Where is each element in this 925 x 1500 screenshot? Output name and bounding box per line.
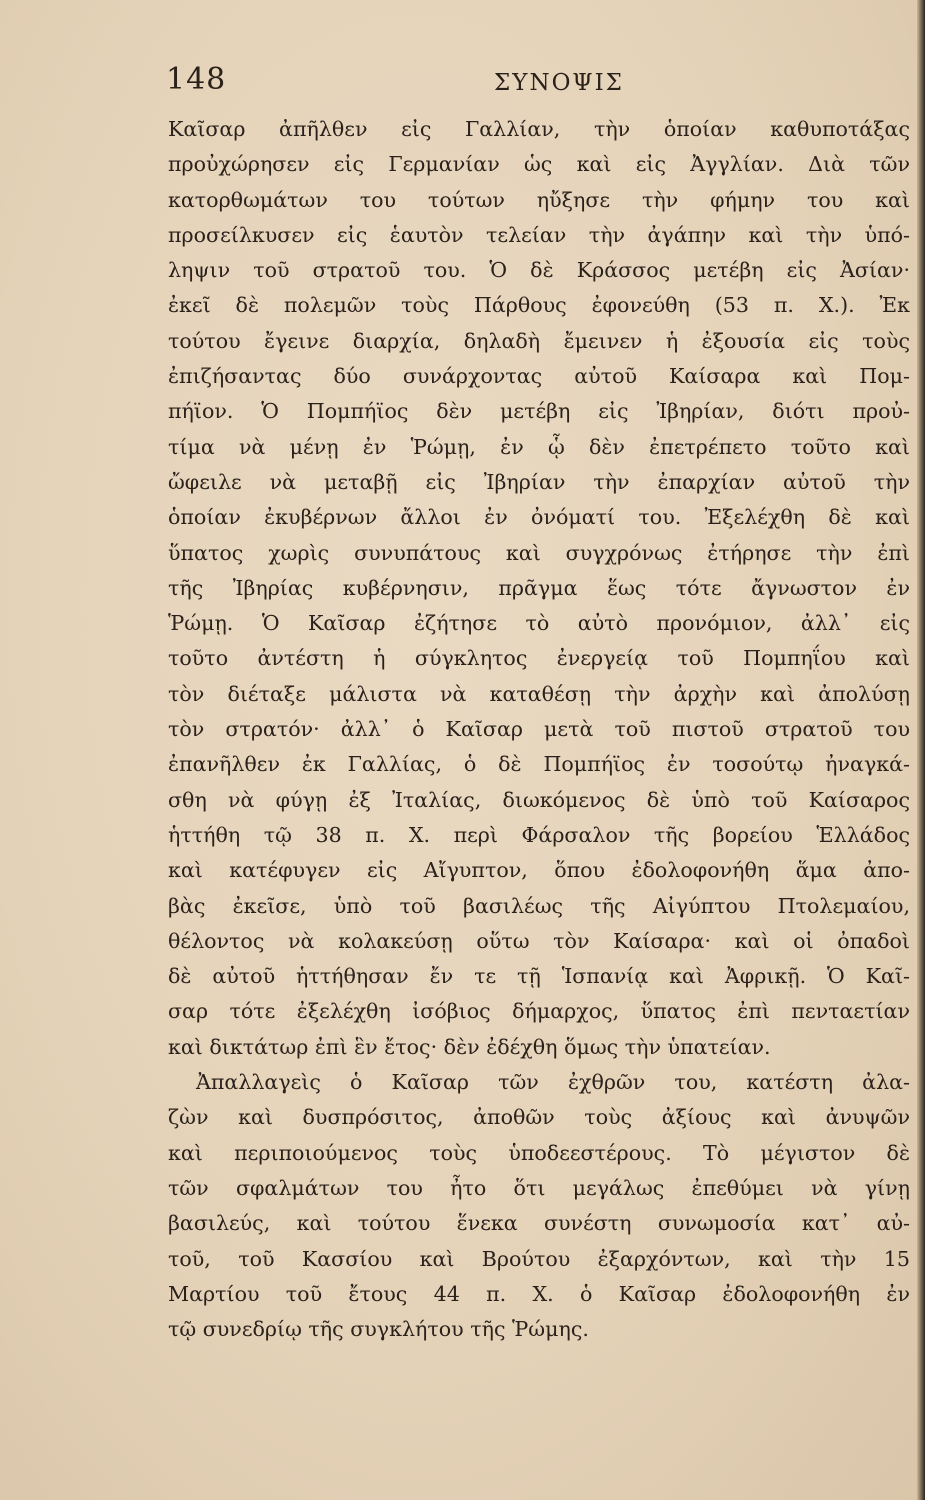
text-line: κατορθωμάτων του τούτων ηὔξησε τὴν φήμην του καὶ: [168, 187, 910, 212]
text-line: πήϊον. Ὁ Πομπήϊος δὲν μετέβη εἰς Ἰβηρίαν, διότι προὐ-: [168, 399, 910, 424]
text-line: τοῦ, τοῦ Κασσίου καὶ Βρούτου ἐξαρχόντων, καὶ τὴν 15: [168, 1246, 910, 1271]
text-line: τίμα νὰ μένῃ ἐν Ῥώμῃ, ἐν ᾧ δὲν ἐπετρέπετο τοῦτο καὶ: [168, 434, 910, 459]
text-line: ἐπιζήσαντας δύο συνάρχοντας αὐτοῦ Καίσαρα καὶ Πομ-: [168, 364, 910, 389]
page-header: [166, 62, 906, 102]
text-line: βασιλεύς, καὶ τούτου ἕνεκα συνέστη συνωμοσία κατ᾽ αὐ-: [168, 1211, 910, 1236]
text-line: τούτου ἔγεινε διαρχία, δηλαδὴ ἔμεινεν ἡ ἐξουσία εἰς τοὺς: [168, 328, 910, 353]
text-line: ἡττήθη τῷ 38 π. Χ. περὶ Φάρσαλον τῆς βορείου Ἑλλάδος: [168, 822, 910, 847]
running-title: ΣΥΝΟΨΙΣ: [494, 70, 624, 96]
text-line: τοῦτο ἀντέστη ἡ σύγκλητος ἐνεργείᾳ τοῦ Πομπηΐου καὶ: [168, 646, 910, 671]
text-line: τῶν σφαλμάτων του ἦτο ὅτι μεγάλως ἐπεθύμει νὰ γίνῃ: [168, 1175, 910, 1200]
text-line: ληψιν τοῦ στρατοῦ του. Ὁ δὲ Κράσσος μετέβη εἰς Ἀσίαν·: [168, 258, 910, 283]
text-line: καὶ δικτάτωρ ἐπὶ ἓν ἔτος· δὲν ἐδέχθη ὅμως τὴν ὑπατείαν.: [168, 1034, 771, 1059]
text-line: τὸν στρατόν· ἀλλ᾽ ὁ Καῖσαρ μετὰ τοῦ πιστοῦ στρατοῦ του: [168, 717, 910, 742]
text-line: καὶ κατέφυγεν εἰς Αἴγυπτον, ὅπου ἐδολοφονήθη ἅμα ἀπο-: [168, 858, 910, 883]
text-line: ἐκεῖ δὲ πολεμῶν τοὺς Πάρθους ἐφονεύθη (53 π. Χ.). Ἐκ: [168, 293, 910, 318]
text-line: ὕπατος χωρὶς συνυπάτους καὶ συγχρόνως ἐτήρησε τὴν ἐπὶ: [168, 540, 910, 565]
text-line: Μαρτίου τοῦ ἔτους 44 π. Χ. ὁ Καῖσαρ ἐδολοφονήθη ἐν: [168, 1281, 910, 1306]
text-line: καὶ περιποιούμενος τοὺς ὑποδεεστέρους. Τὸ μέγιστον δὲ: [168, 1140, 910, 1165]
text-line: σαρ τότε ἐξελέχθη ἰσόβιος δήμαρχος, ὕπατος ἐπὶ πενταετίαν: [168, 999, 910, 1024]
text-line: τῷ συνεδρίῳ τῆς συγκλήτου τῆς Ῥώμης.: [168, 1317, 589, 1342]
text-line: ζὼν καὶ δυσπρόσιτος, ἀποθῶν τοὺς ἀξίους καὶ ἀνυψῶν: [168, 1105, 910, 1130]
text-line: σθη νὰ φύγῃ ἐξ Ἰταλίας, διωκόμενος δὲ ὑπὸ τοῦ Καίσαρος: [168, 787, 910, 812]
text-line: προὐχώρησεν εἰς Γερμανίαν ὡς καὶ εἰς Ἀγγλίαν. Διὰ τῶν: [168, 152, 910, 177]
text-line: Καῖσαρ ἀπῆλθεν εἰς Γαλλίαν, τὴν ὁποίαν καθυποτάξας: [168, 117, 910, 141]
text-line: Ῥώμῃ. Ὁ Καῖσαρ ἐζήτησε τὸ αὐτὸ προνόμιον, ἀλλ᾽ εἰς: [168, 611, 910, 636]
text-line: Ἀπαλλαγεὶς ὁ Καῖσαρ τῶν ἐχθρῶν του, κατέστη ἀλα-: [196, 1070, 910, 1095]
text-line: δὲ αὐτοῦ ἡττήθησαν ἔν τε τῇ Ἱσπανίᾳ καὶ Ἀφρικῇ. Ὁ Καῖ-: [168, 964, 910, 989]
text-line: βὰς ἐκεῖσε, ὑπὸ τοῦ βασιλέως τῆς Αἰγύπτου Πτολεμαίου,: [168, 893, 910, 918]
body-text: [168, 112, 910, 1347]
page-number: 148: [166, 62, 227, 97]
text-line: προσείλκυσεν εἰς ἑαυτὸν τελείαν τὴν ἀγάπην καὶ τὴν ὑπό-: [168, 222, 910, 247]
text-line: ὤφειλε νὰ μεταβῇ εἰς Ἰβηρίαν τὴν ἐπαρχίαν αὐτοῦ τὴν: [168, 469, 910, 494]
text-line: ἐπανῆλθεν ἐκ Γαλλίας, ὁ δὲ Πομπήϊος ἐν τοσούτῳ ἠναγκά-: [168, 752, 910, 777]
page-edge-shadow: [917, 0, 925, 1500]
text-line: θέλοντος νὰ κολακεύσῃ οὕτω τὸν Καίσαρα· καὶ οἱ ὀπαδοὶ: [168, 928, 910, 953]
text-line: ὁποίαν ἐκυβέρνων ἄλλοι ἐν ὀνόματί του. Ἐξελέχθη δὲ καὶ: [168, 505, 910, 530]
text-line: τῆς Ἰβηρίας κυβέρνησιν, πρᾶγμα ἕως τότε ἄγνωστον ἐν: [168, 575, 910, 600]
text-line: τὸν διέταξε μάλιστα νὰ καταθέσῃ τὴν ἀρχὴν καὶ ἀπολύσῃ: [168, 681, 910, 706]
